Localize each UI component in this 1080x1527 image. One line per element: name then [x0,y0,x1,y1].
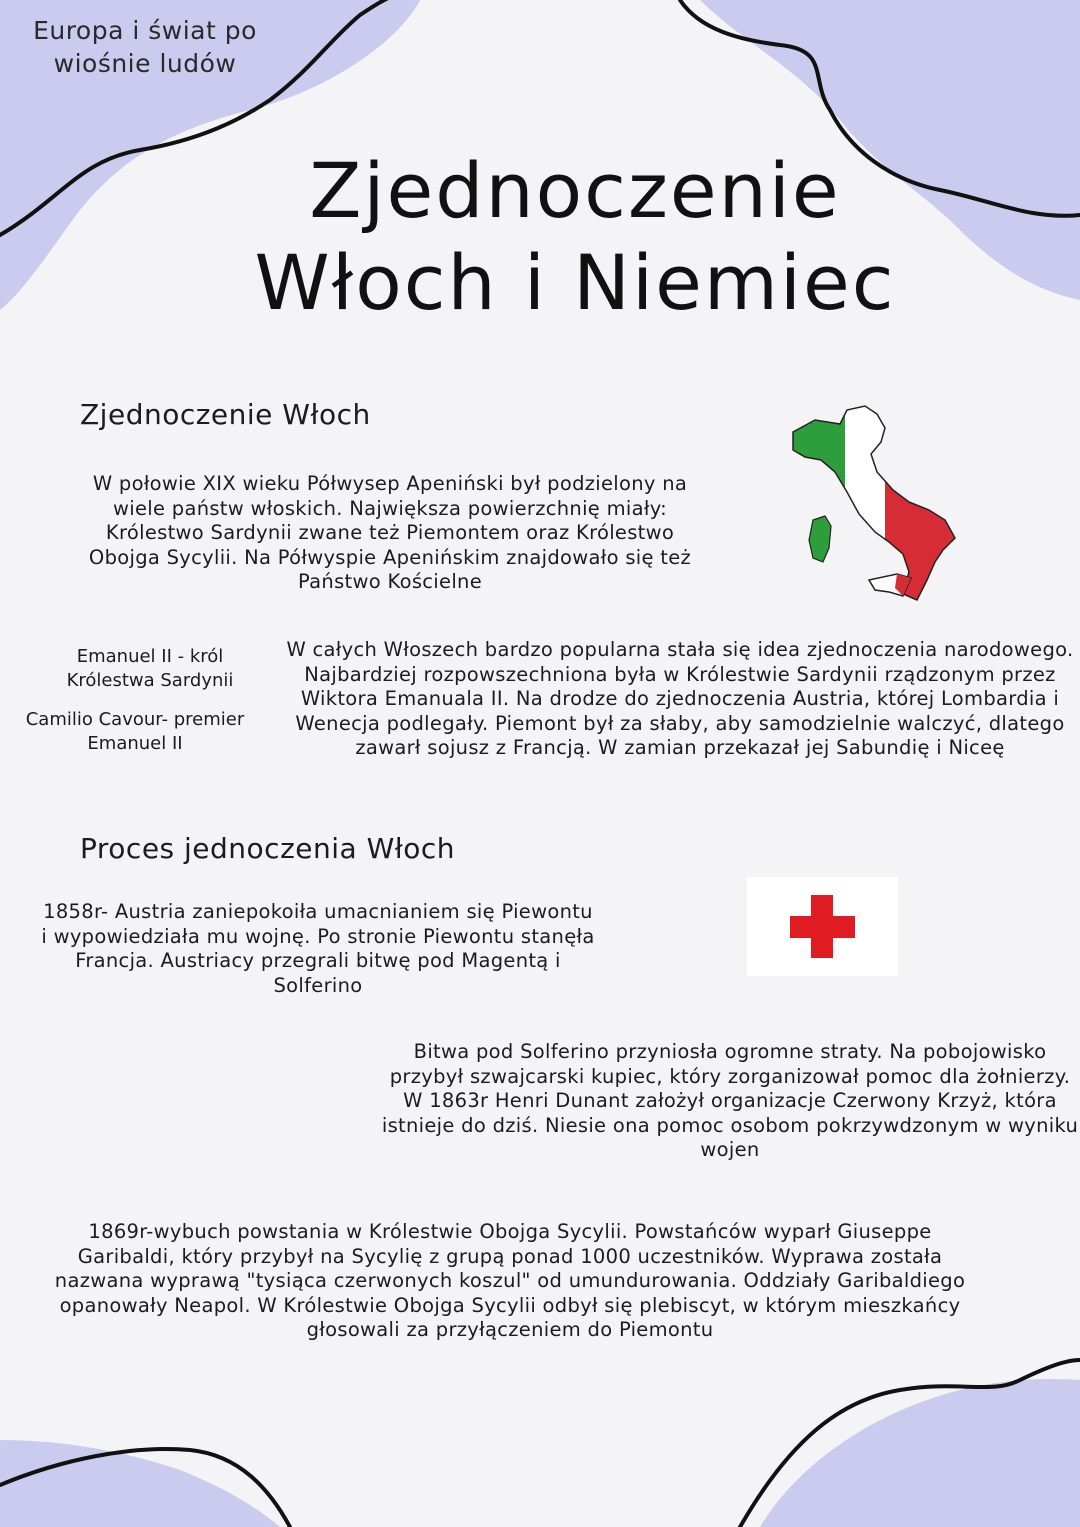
intro-paragraph: W połowie XIX wieku Półwysep Apeniński był podzielony na wiele państw włoskich. Największa powierzchnię miały: Królestwo Sardynii zwane też Piemontem oraz Królestwo Obojga Sycylii. Na Półwyspie Apenińskim znajdowało się też Państwo Kościelne [88,472,692,593]
sardinia-shape [809,516,831,562]
paragraph-1869: 1869r-wybuch powstania w Królestwie Obojga Sycylii. Powstańców wyparł Giuseppe Garibaldi, który przybył na Sycylię z grupą ponad 1000 uczestników. Wyprawa została nazwana wyprawą "tysiąca czerwonych koszul" od umundurowania. Oddziały Garibaldiego opanowały Neapol. W Królestwie Obojga Sycylii odbył się plebiscyt, w którym mieszkańcy głosowali za przyłączeniem do Piemontu [54,1220,966,1341]
title-line-1: Zjednoczenie [309,146,841,235]
italy-map-icon [785,402,960,607]
section-heading-italy-unification: Zjednoczenie Włoch [80,398,371,431]
note-cavour: Camilio Cavour- premier Emanuel II [25,709,245,754]
solferino-paragraph: Bitwa pod Solferino przyniosła ogromne straty. Na pobojowisko przybył szwajcarski kupiec, który zorganizował pomoc dla żołnierzy. W 1863r Henri Dunant założył organizacje Czerwony Krzyż, która istnieje do dziś. Niesie ona pomoc osobom pokrzywdzonym w wyniku wojen [381,1040,1079,1161]
title-line-2: Włoch i Niemiec [254,238,896,327]
paragraph-1858: 1858r- Austria zaniepokoiła umacnianiem się Piewontu i wypowiedziała mu wojnę. Po stronie Piewontu stanęła Francja. Austriacy przegrali bitwę pod Magentą i Solferino [41,900,595,997]
red-cross-flag [747,877,898,976]
subject-label: Europa i świat po wiośnie ludów [33,16,257,78]
unification-idea-paragraph: W całych Włoszech bardzo popularna stała się idea zjednoczenia narodowego. Najbardziej rozpowszechniona była w Królestwie Sardynii rządzonym przez Wiktora Emanuala II. Na drodze do zjednoczenia Austria, której Lombardia i Wenecja podlegały. Piemont był za słaby, aby samodzielnie walczyć, dlatego zawarł sojusz z Francją. W zamian przekazał jej Sabundię i Niceę [286,638,1074,759]
red-cross-icon [747,877,898,976]
bottom-right-blob [760,1379,1080,1527]
bottom-left-blob [0,1440,280,1527]
section-heading-process: Proces jednoczenia Włoch [80,832,456,865]
page-title [170,145,980,329]
note-emanuel: Emanuel II - król Królestwa Sardynii [66,646,234,691]
